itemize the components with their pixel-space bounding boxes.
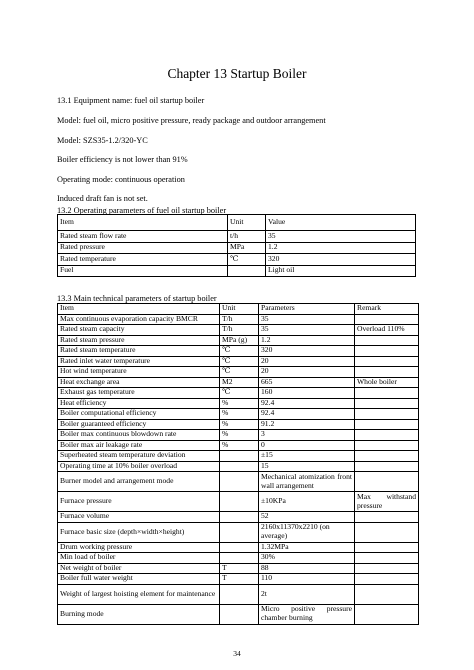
item-cell: Fuel <box>58 265 228 277</box>
item-cell: Burning mode <box>58 604 220 624</box>
table-row <box>58 604 419 624</box>
parameter-cell: 0 <box>259 440 355 451</box>
unit-cell: ℃ <box>220 356 259 367</box>
item-cell: Heat exchange area <box>58 377 220 388</box>
unit-cell: T/h <box>220 314 259 325</box>
unit-cell: MPa <box>228 242 266 254</box>
table-header-row <box>58 304 419 315</box>
table-row <box>58 419 419 430</box>
unit-cell: % <box>220 398 259 409</box>
header-cell: Unit <box>220 304 259 315</box>
table-row <box>58 346 419 357</box>
unit-cell <box>220 553 259 564</box>
table-row <box>58 512 419 523</box>
item-cell: Boiler max continuous blowdown rate <box>58 430 220 441</box>
table-row <box>58 472 419 492</box>
parameter-cell: 3 <box>259 430 355 441</box>
unit-cell <box>220 512 259 523</box>
item-cell: Max continuous evaporation capacity BMCR <box>58 314 220 325</box>
header-cell: Value <box>266 215 416 231</box>
table-row <box>58 398 419 409</box>
item-cell: Boiler max air leakage rate <box>58 440 220 451</box>
header-cell: Unit <box>228 215 266 231</box>
parameter-cell: 160 <box>259 388 355 399</box>
technical-parameters-table <box>57 303 419 625</box>
section-heading-13-3: 13.3 Main technical parameters of startup boiler <box>57 294 217 303</box>
table-row <box>58 265 416 277</box>
page-number: 34 <box>233 649 241 658</box>
parameter-cell: 52 <box>259 512 355 523</box>
table-row <box>58 335 419 346</box>
item-cell: Burner model and arrangement mode <box>58 472 220 492</box>
item-cell: Heat efficiency <box>58 398 220 409</box>
remark-cell <box>355 314 419 325</box>
table-row <box>58 242 416 254</box>
item-cell: Rated steam capacity <box>58 325 220 336</box>
table-row <box>58 409 419 420</box>
remark-cell <box>355 388 419 399</box>
page-title: Chapter 13 Startup Boiler <box>167 66 307 81</box>
unit-cell: % <box>220 409 259 420</box>
parameter-cell: 35 <box>259 314 355 325</box>
operating-parameters-table <box>57 214 416 277</box>
unit-cell: ℃ <box>220 346 259 357</box>
header-cell: Item <box>58 215 228 231</box>
parameter-cell: ±10KPa <box>259 492 355 512</box>
value-cell: Light oil <box>266 265 416 277</box>
header-cell: Remark <box>355 304 419 315</box>
unit-cell <box>228 265 266 277</box>
remark-cell <box>355 522 419 542</box>
table-row <box>58 461 419 472</box>
efficiency-line: Boiler efficiency is not lower than 91% <box>57 155 188 164</box>
parameter-cell: 1.2 <box>259 335 355 346</box>
unit-cell: T <box>220 574 259 585</box>
parameter-cell: ±15 <box>259 451 355 462</box>
item-cell: Furnace volume <box>58 512 220 523</box>
remark-cell <box>355 472 419 492</box>
remark-cell <box>355 553 419 564</box>
header-cell: Parameters <box>259 304 355 315</box>
item-cell: Boiler guaranteed efficiency <box>58 419 220 430</box>
remark-cell <box>355 440 419 451</box>
unit-cell: ℃ <box>220 367 259 378</box>
unit-cell <box>220 522 259 542</box>
item-cell: Rated inlet water temperature <box>58 356 220 367</box>
remark-cell <box>355 542 419 553</box>
unit-cell <box>220 472 259 492</box>
table-row <box>58 254 416 266</box>
section-heading-13-2: 13.2 Operating parameters of fuel oil startup boiler <box>57 206 227 215</box>
remark-cell: Whole boiler <box>355 377 419 388</box>
table-row <box>58 314 419 325</box>
unit-cell <box>220 451 259 462</box>
parameter-cell: 320 <box>259 346 355 357</box>
unit-cell: T <box>220 563 259 574</box>
header-cell: Item <box>58 304 220 315</box>
model-type-line: Model: fuel oil, micro positive pressure, ready package and outdoor arrangement <box>57 116 326 125</box>
unit-cell: t/h <box>228 231 266 243</box>
item-cell: Furnace pressure <box>58 492 220 512</box>
remark-cell <box>355 419 419 430</box>
table-header-row <box>58 215 416 231</box>
item-cell: Hot wind temperature <box>58 367 220 378</box>
item-cell: Boiler full water weight <box>58 574 220 585</box>
remark-cell <box>355 367 419 378</box>
draft-fan-line: Induced draft fan is not set. <box>57 194 148 203</box>
value-cell: 320 <box>266 254 416 266</box>
item-cell: Superheated steam temperature deviation <box>58 451 220 462</box>
parameter-cell: 2160x11370x2210 (on average) <box>259 522 355 542</box>
remark-cell <box>355 451 419 462</box>
table-row <box>58 451 419 462</box>
unit-cell <box>220 542 259 553</box>
item-cell: Min load of boiler <box>58 553 220 564</box>
parameter-cell: Mechanical atomization front wall arrangement <box>259 472 355 492</box>
unit-cell: % <box>220 440 259 451</box>
item-cell: Rated steam temperature <box>58 346 220 357</box>
parameter-cell: 30% <box>259 553 355 564</box>
table-row <box>58 553 419 564</box>
item-cell: Rated steam pressure <box>58 335 220 346</box>
remark-cell <box>355 430 419 441</box>
item-cell: Rated steam flow rate <box>58 231 228 243</box>
unit-cell: MPa (g) <box>220 335 259 346</box>
table-row <box>58 542 419 553</box>
remark-cell <box>355 356 419 367</box>
parameter-cell: 2t <box>259 584 355 604</box>
table-row <box>58 574 419 585</box>
table-row <box>58 430 419 441</box>
value-cell: 1.2 <box>266 242 416 254</box>
item-cell: Operating time at 10% boiler overload <box>58 461 220 472</box>
table-row <box>58 563 419 574</box>
unit-cell <box>220 604 259 624</box>
item-cell: Rated temperature <box>58 254 228 266</box>
table-row <box>58 440 419 451</box>
remark-cell <box>355 563 419 574</box>
parameter-cell: 92.4 <box>259 398 355 409</box>
unit-cell: % <box>220 419 259 430</box>
parameter-cell: Micro positive pressure chamber burning <box>259 604 355 624</box>
model-number-line: Model: SZS35-1.2/320-YC <box>57 136 148 145</box>
remark-cell: Max withstand pressure <box>355 492 419 512</box>
remark-cell <box>355 584 419 604</box>
table-row <box>58 367 419 378</box>
remark-cell <box>355 461 419 472</box>
remark-cell <box>355 398 419 409</box>
table-row <box>58 356 419 367</box>
item-cell: Exhaust gas temperature <box>58 388 220 399</box>
unit-cell <box>220 492 259 512</box>
parameter-cell: 1.32MPa <box>259 542 355 553</box>
parameter-cell: 35 <box>259 325 355 336</box>
remark-cell <box>355 574 419 585</box>
parameter-cell: 20 <box>259 356 355 367</box>
remark-cell: Overload 110% <box>355 325 419 336</box>
unit-cell: ℃ <box>228 254 266 266</box>
unit-cell <box>220 584 259 604</box>
table-row <box>58 231 416 243</box>
value-cell: 35 <box>266 231 416 243</box>
table-row <box>58 522 419 542</box>
unit-cell: ℃ <box>220 388 259 399</box>
remark-cell <box>355 409 419 420</box>
table-row <box>58 325 419 336</box>
table-row <box>58 584 419 604</box>
unit-cell <box>220 461 259 472</box>
parameter-cell: 665 <box>259 377 355 388</box>
remark-cell <box>355 512 419 523</box>
parameter-cell: 15 <box>259 461 355 472</box>
item-cell: Furnace basic size (depth×width×height) <box>58 522 220 542</box>
parameter-cell: 20 <box>259 367 355 378</box>
item-cell: Weight of largest hoisting element for maintenance <box>58 584 220 604</box>
unit-cell: % <box>220 430 259 441</box>
remark-cell <box>355 604 419 624</box>
table-row <box>58 492 419 512</box>
parameter-cell: 91.2 <box>259 419 355 430</box>
parameter-cell: 92.4 <box>259 409 355 420</box>
table-row <box>58 388 419 399</box>
item-cell: Boiler computational efficiency <box>58 409 220 420</box>
unit-cell: T/h <box>220 325 259 336</box>
operating-mode-line: Operating mode: continuous operation <box>57 175 185 184</box>
parameter-cell: 88 <box>259 563 355 574</box>
equipment-name-line: 13.1 Equipment name: fuel oil startup boiler <box>57 96 205 105</box>
table-row <box>58 377 419 388</box>
remark-cell <box>355 335 419 346</box>
unit-cell: M2 <box>220 377 259 388</box>
parameter-cell: 110 <box>259 574 355 585</box>
item-cell: Rated pressure <box>58 242 228 254</box>
item-cell: Net weight of boiler <box>58 563 220 574</box>
remark-cell <box>355 346 419 357</box>
item-cell: Drum working pressure <box>58 542 220 553</box>
